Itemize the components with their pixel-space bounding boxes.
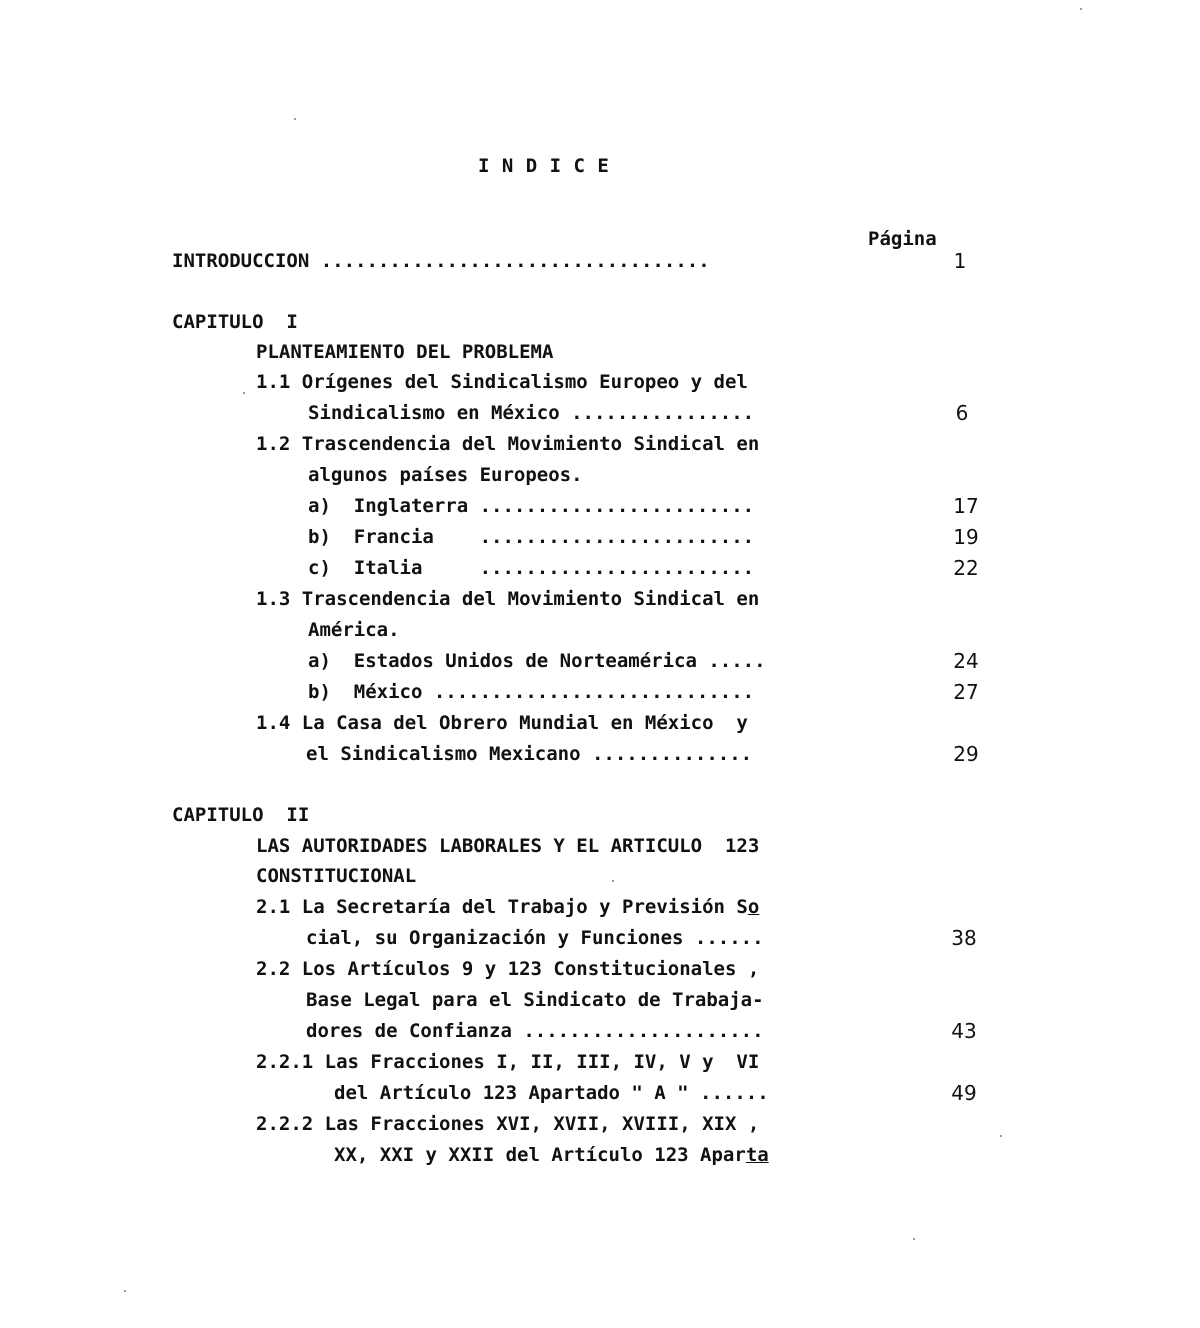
toc-entry: b) Francia ........................ [308,526,755,548]
scan-speck [124,1290,126,1292]
toc-entry: cial, su Organización y Funciones ...... [306,927,764,949]
chapter-title: CONSTITUCIONAL [256,865,417,887]
toc-page-number: 29 [953,742,979,766]
chapter-heading: CAPITULO II [172,804,310,826]
scan-speck [612,880,614,882]
toc-entry: 1.2 Trascendencia del Movimiento Sindical en [256,433,760,455]
toc-page-number: 38 [951,926,977,950]
toc-entry-text: XX, XXI y XXII del Artículo 123 Apar [334,1144,746,1166]
toc-entry: Base Legal para el Sindicato de Trabaja- [306,989,764,1011]
toc-entry-text: 2.1 La Secretaría del Trabajo y Previsión S [256,896,748,918]
toc-page-number: 22 [953,556,979,580]
toc-entry: 1.3 Trascendencia del Movimiento Sindical en [256,588,760,610]
toc-entry: el Sindicalismo Mexicano .............. [306,743,753,765]
toc-entry: 1.4 La Casa del Obrero Mundial en México y [256,712,748,734]
toc-page-number: 1 [953,249,967,273]
page-column-header: Página [868,228,937,250]
toc-page-number: 6 [955,401,969,425]
toc-entry-underlined-end: ta [745,1144,769,1166]
scan-speck [1000,1135,1002,1137]
toc-page-number: 24 [953,649,979,673]
toc-entry [256,895,759,919]
chapter-title: LAS AUTORIDADES LABORALES Y EL ARTICULO 123 [256,835,760,857]
toc-page-number: 27 [953,680,979,704]
toc-entry: dores de Confianza ..................... [306,1020,764,1042]
toc-entry: a) Inglaterra ........................ [308,495,755,517]
scan-speck [294,118,296,120]
document-title: I N D I C E [478,155,610,177]
toc-entry: INTRODUCCION .................................. [172,250,710,272]
toc-entry: c) Italia ........................ [308,557,755,579]
toc-entry: 1.1 Orígenes del Sindicalismo Europeo y del [256,371,748,393]
toc-entry: del Artículo 123 Apartado " A " ...... [334,1082,769,1104]
toc-page-number: 17 [953,494,979,518]
toc-page-number: 19 [953,525,979,549]
toc-entry: algunos países Europeos. [308,464,583,486]
scan-speck [243,392,245,394]
scan-speck [913,1238,915,1240]
toc-entry: Sindicalismo en México ................ [308,402,755,424]
toc-entry: 2.2.2 Las Fracciones XVI, XVII, XVIII, XIX , [256,1113,760,1135]
toc-entry: América. [308,619,400,641]
scan-speck [1080,8,1082,10]
toc-entry: 2.2.1 Las Fracciones I, II, III, IV, V y VI [256,1051,760,1073]
toc-entry: b) México ............................ [308,681,755,703]
toc-entry: 2.2 Los Artículos 9 y 123 Constitucionales , [256,958,760,980]
toc-entry [334,1143,769,1167]
toc-entry-underlined-end: o [747,896,760,918]
toc-entry: a) Estados Unidos de Norteamérica ..... [308,650,766,672]
toc-page-number: 49 [951,1081,977,1105]
toc-page-number: 43 [951,1019,977,1043]
chapter-heading: CAPITULO I [172,311,298,333]
chapter-title: PLANTEAMIENTO DEL PROBLEMA [256,341,554,363]
